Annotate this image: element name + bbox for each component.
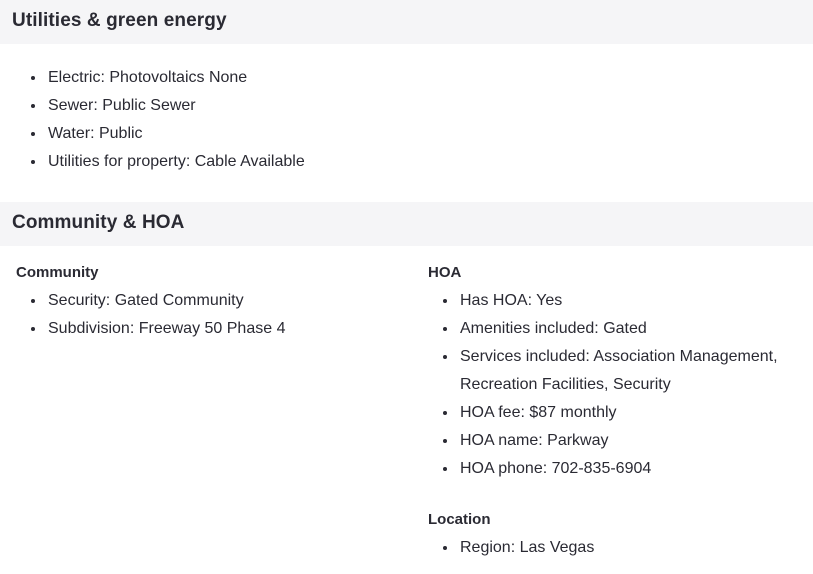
- community-column: [12, 264, 424, 562]
- list-item: • Subdivision: Freeway 50 Phase 4: [46, 315, 424, 343]
- list-item: • Sewer: Public Sewer: [46, 92, 801, 120]
- section-spacer: [0, 176, 813, 202]
- hoa-column: [424, 264, 801, 562]
- list-item: • Utilities for property: Cable Available: [46, 148, 801, 176]
- list-item: • Security: Gated Community: [46, 287, 424, 315]
- utilities-fact-list: [12, 64, 801, 176]
- hoa-heading: HOA: [428, 264, 462, 281]
- section-body-utilities: [0, 44, 813, 176]
- section-header-community-hoa: [0, 202, 813, 246]
- list-item: • Electric: Photovoltaics None: [46, 64, 801, 92]
- list-item: • HOA name: Parkway: [458, 427, 801, 455]
- community-hoa-columns: [12, 246, 801, 562]
- section-title-community-hoa: Community & HOA: [12, 212, 185, 233]
- hoa-fact-list: [424, 287, 801, 483]
- section-body-community-hoa: [0, 246, 813, 562]
- section-header-utilities: [0, 0, 813, 44]
- list-item: • Amenities included: Gated: [458, 315, 801, 343]
- location-fact-list: [424, 534, 801, 562]
- list-item: • Services included: Association Management, Recreation Facilities, Security: [458, 343, 801, 399]
- list-item: • Region: Las Vegas: [458, 534, 801, 562]
- community-fact-list: [12, 287, 424, 343]
- location-heading: Location: [428, 511, 491, 528]
- community-heading: Community: [16, 264, 99, 281]
- list-item: • Water: Public: [46, 120, 801, 148]
- list-item: • Has HOA: Yes: [458, 287, 801, 315]
- section-title-utilities: Utilities & green energy: [12, 10, 227, 31]
- list-item: • HOA phone: 702-835-6904: [458, 455, 801, 483]
- list-item: • HOA fee: $87 monthly: [458, 399, 801, 427]
- hoa-location-spacer: [424, 483, 801, 511]
